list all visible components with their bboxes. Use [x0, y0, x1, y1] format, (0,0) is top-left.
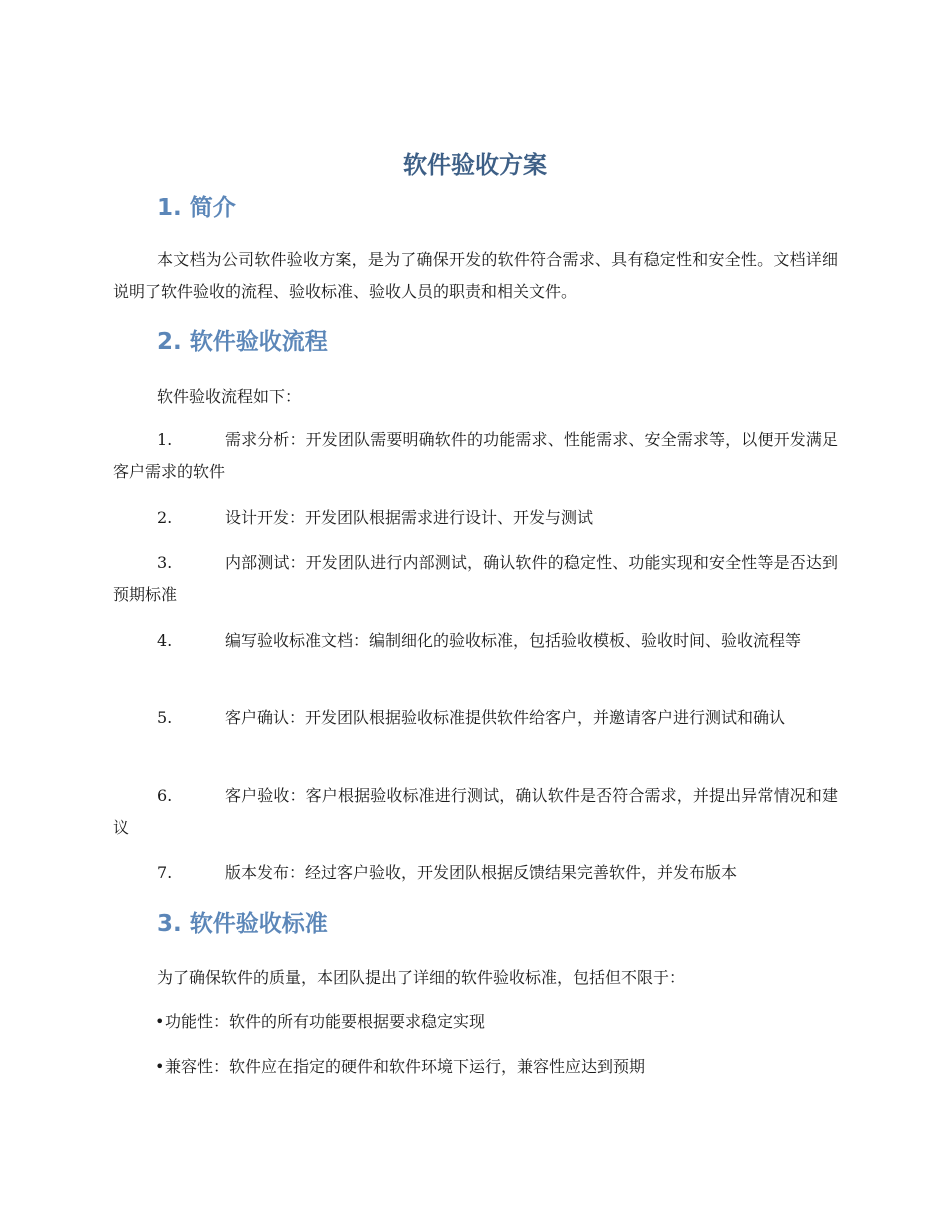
- step-text: 设计开发：开发团队根据需求进行设计、开发与测试: [225, 508, 594, 527]
- list-item-text: 功能性：软件的所有功能要根据要求稳定实现: [165, 1012, 486, 1031]
- step-number: 1.: [157, 430, 173, 449]
- step-text: 版本发布：经过客户验收，开发团队根据反馈结果完善软件，并发布版本: [225, 863, 738, 882]
- process-lead-text: 软件验收流程如下：: [157, 387, 302, 406]
- process-step: [113, 424, 838, 488]
- process-step: [113, 702, 838, 734]
- process-step: [113, 780, 838, 844]
- step-text: 内部测试：开发团队进行内部测试，确认软件的稳定性、功能实现和安全性等是否达到预期标准: [113, 553, 838, 604]
- step-text: 客户确认：开发团队根据验收标准提供软件给客户，并邀请客户进行测试和确认: [225, 708, 786, 727]
- step-number: 3.: [157, 553, 173, 572]
- process-step: [113, 857, 838, 889]
- step-text: 客户验收：客户根据验收标准进行测试，确认软件是否符合需求，并提出异常情况和建议: [113, 786, 838, 837]
- step-number: 2.: [157, 508, 173, 527]
- process-step: [113, 502, 838, 534]
- section-heading-process: 2. 软件验收流程: [157, 329, 328, 355]
- section-heading-standards: 3. 软件验收标准: [157, 911, 328, 937]
- step-text: 编写验收标准文档：编制细化的验收标准，包括验收模板、验收时间、验收流程等: [225, 631, 802, 650]
- step-number: 7.: [157, 863, 173, 882]
- standards-lead-text: 为了确保软件的质量，本团队提出了详细的软件验收标准，包括但不限于：: [157, 968, 686, 987]
- list-item: [155, 1051, 645, 1083]
- process-step: [113, 625, 838, 657]
- section-heading-intro: 1. 简介: [157, 195, 236, 221]
- process-step: [113, 547, 838, 611]
- step-number: 5.: [157, 708, 173, 727]
- intro-paragraph: 本文档为公司软件验收方案，是为了确保开发的软件符合需求、具有稳定性和安全性。文档详细说明了软件验收的流程、验收标准、验收人员的职责和相关文件。: [113, 250, 838, 301]
- list-item: [155, 1006, 485, 1038]
- list-item-text: 兼容性：软件应在指定的硬件和软件环境下运行，兼容性应达到预期: [165, 1057, 646, 1076]
- document-title: 软件验收方案: [403, 151, 547, 179]
- step-number: 6.: [157, 786, 173, 805]
- bullet-icon: •: [155, 1012, 165, 1031]
- bullet-icon: •: [155, 1057, 165, 1076]
- step-number: 4.: [157, 631, 173, 650]
- step-text: 需求分析：开发团队需要明确软件的功能需求、性能需求、安全需求等，以便开发满足客户需求的软件: [113, 430, 838, 481]
